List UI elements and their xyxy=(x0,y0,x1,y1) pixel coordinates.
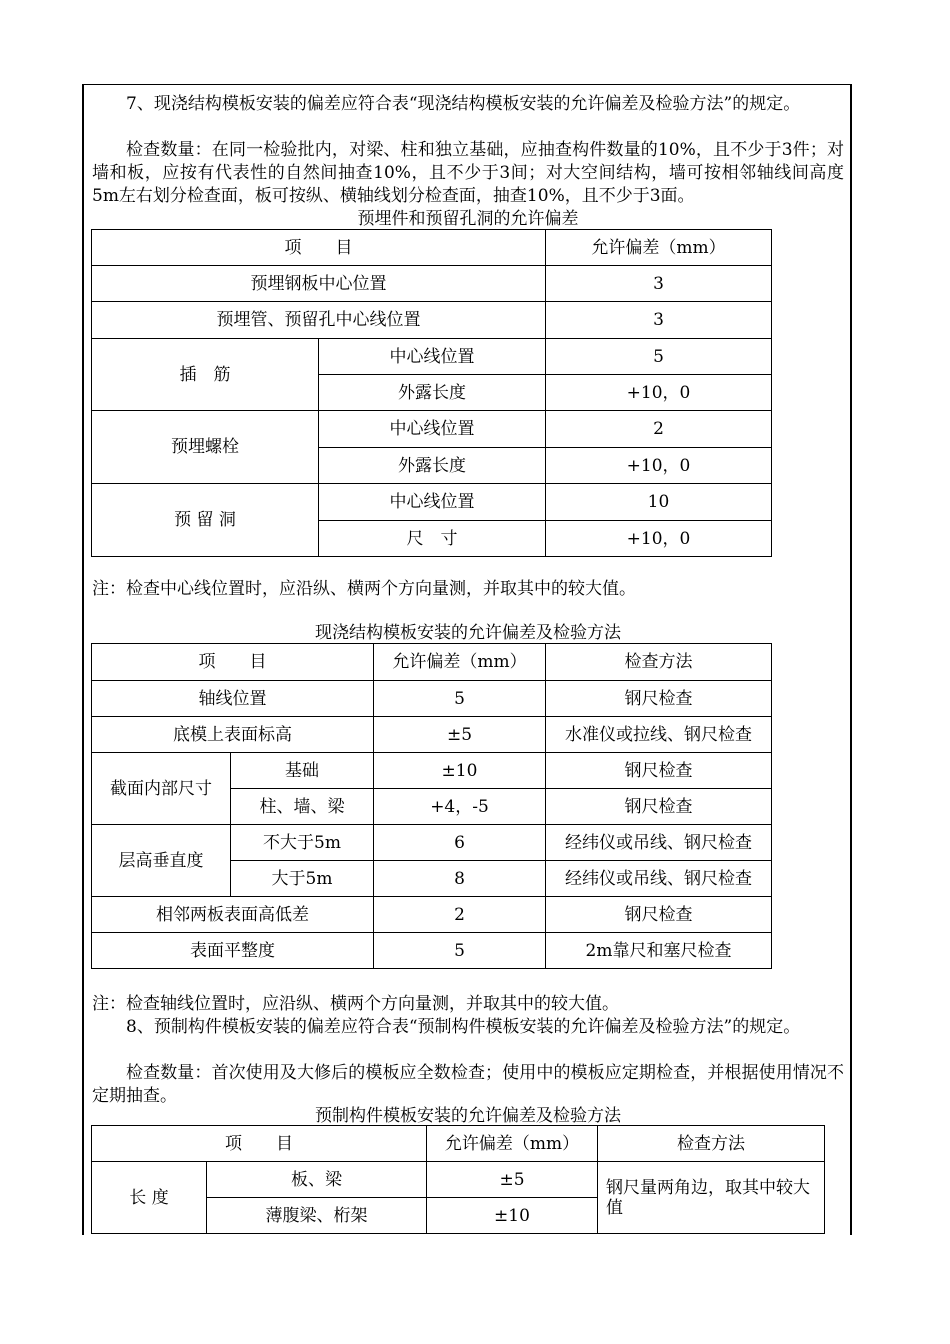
table2-cell-item: 相邻两板表面高低差 xyxy=(92,897,374,933)
table1-cell-group: 预 留 洞 xyxy=(92,484,319,557)
table2-cell-value: 6 xyxy=(374,825,546,861)
table2-cell-item: 表面平整度 xyxy=(92,933,374,969)
table1-cell-item: 预埋管、预留孔中心线位置 xyxy=(92,302,546,339)
table1-cell-item: 预埋钢板中心位置 xyxy=(92,266,546,302)
table2-cell-value: 8 xyxy=(374,861,546,897)
table3-cell-value: ±10 xyxy=(427,1198,598,1234)
table1-cell-sub: 尺 寸 xyxy=(319,521,546,557)
table1-cell-value: 3 xyxy=(546,266,772,302)
table1-cell-sub: 中心线位置 xyxy=(319,484,546,521)
table1-cell-sub: 中心线位置 xyxy=(319,339,546,375)
section8-check-quantity: 检查数量：首次使用及大修后的模板应全数检查；使用中的模板应定期检查，并根据使用情况不定期抽查。 xyxy=(92,1063,844,1106)
table3-cell-value: ±5 xyxy=(427,1162,598,1198)
table3-cell-method: 钢尺量两角边，取其中较大值 xyxy=(598,1162,825,1234)
table2-cell-value: 5 xyxy=(374,681,546,717)
table1-cell-sub: 外露长度 xyxy=(319,448,546,484)
table1-cell-value: 2 xyxy=(546,411,772,448)
section7-check-quantity: 检查数量：在同一检验批内，对梁、柱和独立基础，应抽查构件数量的10%，且不少于3件；对墙和板，应按有代表性的自然间抽查10%，且不少于3间；对大空间结构，墙可按相邻轴线间高度5m左右划分检查面，板可按纵、横轴线划分检查面，抽查10%，且不少于3面。 xyxy=(92,140,844,206)
table3-header-tolerance: 允许偏差（mm） xyxy=(427,1126,598,1162)
table2-note: 注：检查轴线位置时，应沿纵、横两个方向量测，并取其中的较大值。 xyxy=(92,994,619,1014)
table2-header-tolerance: 允许偏差（mm） xyxy=(374,644,546,681)
table1-header-tolerance: 允许偏差（mm） xyxy=(546,230,772,266)
section8-intro: 8、预制构件模板安装的偏差应符合表“预制构件模板安装的允许偏差及检验方法”的规定。 xyxy=(126,1017,801,1037)
table1-cell-sub: 中心线位置 xyxy=(319,411,546,448)
table3-cell-sub: 板、梁 xyxy=(207,1162,427,1198)
table1-caption: 预埋件和预留孔洞的允许偏差 xyxy=(357,209,579,229)
table3-cell-group: 长 度 xyxy=(92,1162,207,1234)
table2-cell-method: 经纬仪或吊线、钢尺检查 xyxy=(546,861,772,897)
table3-cell-sub: 薄腹梁、桁架 xyxy=(207,1198,427,1234)
table1-cell-value: 3 xyxy=(546,302,772,339)
table2-caption: 现浇结构模板安装的允许偏差及检验方法 xyxy=(315,623,621,643)
table1-cell-group: 预埋螺栓 xyxy=(92,411,319,484)
table-embedded-parts xyxy=(91,229,772,557)
table1-note: 注：检查中心线位置时，应沿纵、横两个方向量测，并取其中的较大值。 xyxy=(92,579,636,599)
table2-cell-group: 截面内部尺寸 xyxy=(92,753,231,825)
table2-header-item: 项 目 xyxy=(92,644,374,681)
table-precast-formwork xyxy=(91,1125,825,1234)
table2-cell-sub: 不大于5m xyxy=(231,825,374,861)
table3-header-item: 项 目 xyxy=(92,1126,427,1162)
table1-cell-value: 10 xyxy=(546,484,772,521)
table1-cell-group: 插 筋 xyxy=(92,339,319,411)
table2-cell-method: 钢尺检查 xyxy=(546,897,772,933)
table1-cell-value: +10，0 xyxy=(546,448,772,484)
table2-cell-method: 钢尺检查 xyxy=(546,681,772,717)
table3-header-method: 检查方法 xyxy=(598,1126,825,1162)
table2-cell-sub: 大于5m xyxy=(231,861,374,897)
table1-cell-value: +10，0 xyxy=(546,375,772,411)
table2-cell-sub: 基础 xyxy=(231,753,374,789)
table2-cell-value: ±10 xyxy=(374,753,546,789)
section7-intro: 7、现浇结构模板安装的偏差应符合表“现浇结构模板安装的允许偏差及检验方法”的规定。 xyxy=(126,94,801,114)
table2-cell-value: 2 xyxy=(374,897,546,933)
table1-cell-sub: 外露长度 xyxy=(319,375,546,411)
table2-header-method: 检查方法 xyxy=(546,644,772,681)
table2-cell-method: 经纬仪或吊线、钢尺检查 xyxy=(546,825,772,861)
table2-cell-method: 2m靠尺和塞尺检查 xyxy=(546,933,772,969)
table2-cell-sub: 柱、墙、梁 xyxy=(231,789,374,825)
table2-cell-value: ±5 xyxy=(374,717,546,753)
table2-cell-method: 钢尺检查 xyxy=(546,753,772,789)
table2-cell-method: 钢尺检查 xyxy=(546,789,772,825)
table2-cell-item: 底模上表面标高 xyxy=(92,717,374,753)
table1-header-item: 项 目 xyxy=(92,230,546,266)
table1-cell-value: +10，0 xyxy=(546,521,772,557)
table2-cell-value: 5 xyxy=(374,933,546,969)
table2-cell-group: 层高垂直度 xyxy=(92,825,231,897)
table2-cell-value: +4，-5 xyxy=(374,789,546,825)
table2-cell-item: 轴线位置 xyxy=(92,681,374,717)
table3-caption: 预制构件模板安装的允许偏差及检验方法 xyxy=(315,1106,621,1126)
table1-cell-value: 5 xyxy=(546,339,772,375)
table-cast-in-place-formwork xyxy=(91,643,772,969)
table2-cell-method: 水准仪或拉线、钢尺检查 xyxy=(546,717,772,753)
